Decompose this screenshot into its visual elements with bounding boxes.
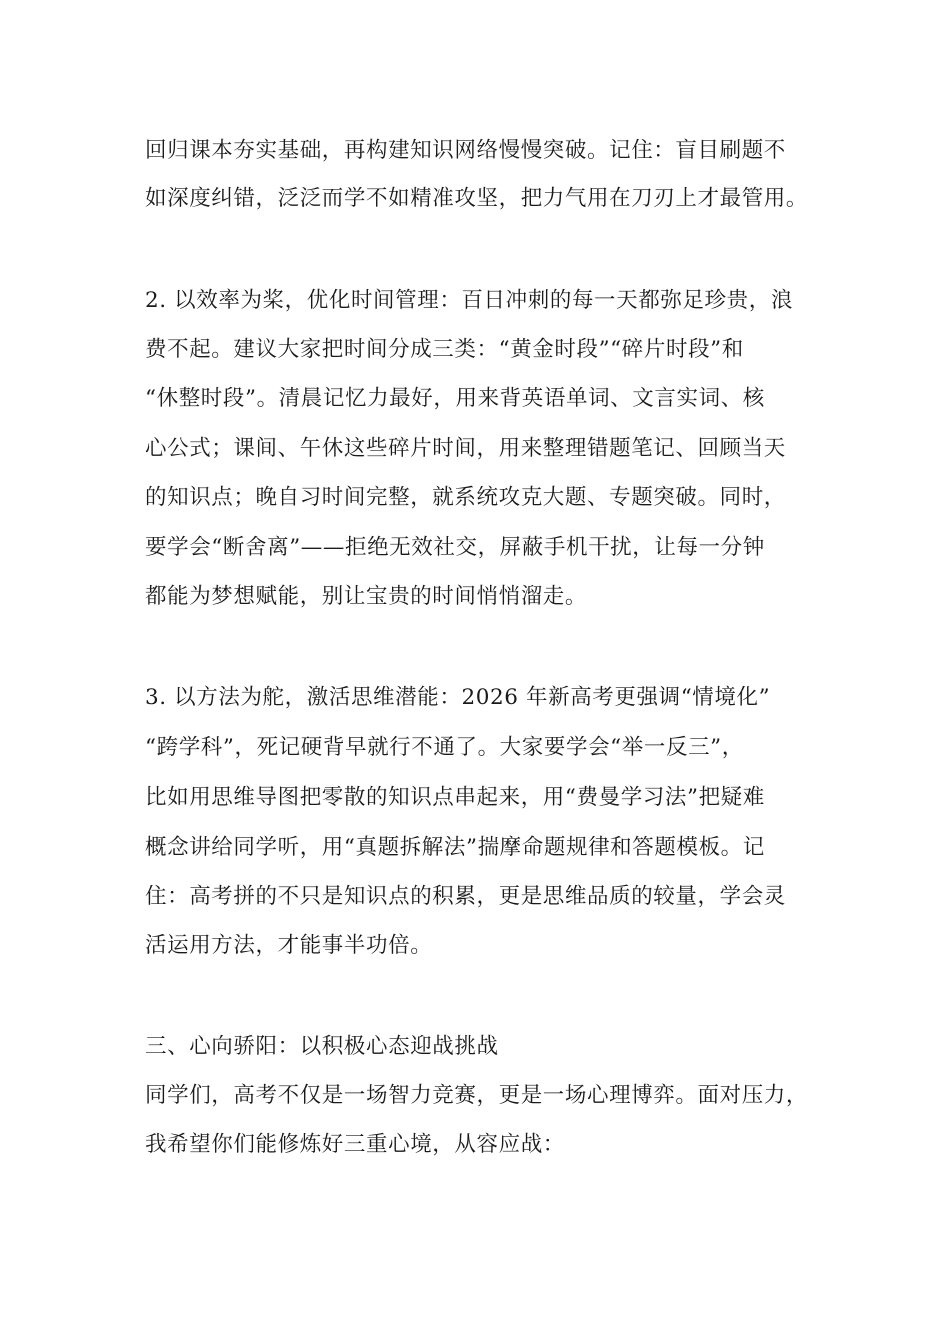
paragraph-2-line-6: 要学会“断舍离”——拒绝无效社交，屏蔽手机干扰，让每一分钟 [145,535,765,560]
paragraph-3-line-6: 活运用方法，才能事半功倍。 [145,933,433,958]
paragraph-4-line-2: 我希望你们能修炼好三重心境，从容应战： [145,1132,565,1157]
paragraph-2-line-7: 都能为梦想赋能，别让宝贵的时间悄悄溜走。 [145,584,588,609]
paragraph-2-line-5: 的知识点；晚自习时间完整，就系统攻克大题、专题突破。同时， [145,485,786,510]
paragraph-1-line-2: 如深度纠错，泛泛而学不如精准攻坚，把力气用在刀刃上才最管用。 [145,186,809,211]
paragraph-2-line-2: 费不起。建议大家把时间分成三类：“黄金时段”“碎片时段”和 [145,337,744,362]
paragraph-2-line-4: 心公式；课间、午休这些碎片时间，用来整理错题笔记、回顾当天 [145,436,786,461]
paragraph-3-line-1: 3. 以方法为舵，激活思维潜能：2026 年新高考更强调“情境化” [145,685,771,710]
paragraph-4-line-1: 同学们，高考不仅是一场智力竞赛，更是一场心理博弈。面对压力， [145,1083,809,1108]
paragraph-1-line-1: 回归课本夯实基础，再构建知识网络慢慢突破。记住：盲目刷题不 [145,138,786,163]
paragraph-3-line-5: 住：高考拼的不只是知识点的积累，更是思维品质的较量，学会灵 [145,884,786,909]
paragraph-2-line-1: 2. 以效率为桨，优化时间管理：百日冲刺的每一天都弥足珍贵，浪 [145,288,793,313]
paragraph-3-line-2: “跨学科”，死记硬背早就行不通了。大家要学会“举一反三”， [145,735,744,760]
paragraph-3-line-4: 概念讲给同学听，用“真题拆解法”揣摩命题规律和答题模板。记 [145,835,765,860]
paragraph-3-line-3: 比如用思维导图把零散的知识点串起来，用“费曼学习法”把疑难 [145,785,765,810]
paragraph-2-line-3: “休整时段”。清晨记忆力最好，用来背英语单词、文言实词、核 [145,386,765,411]
section-heading: 三、心向骄阳：以积极心态迎战挑战 [145,1034,499,1059]
